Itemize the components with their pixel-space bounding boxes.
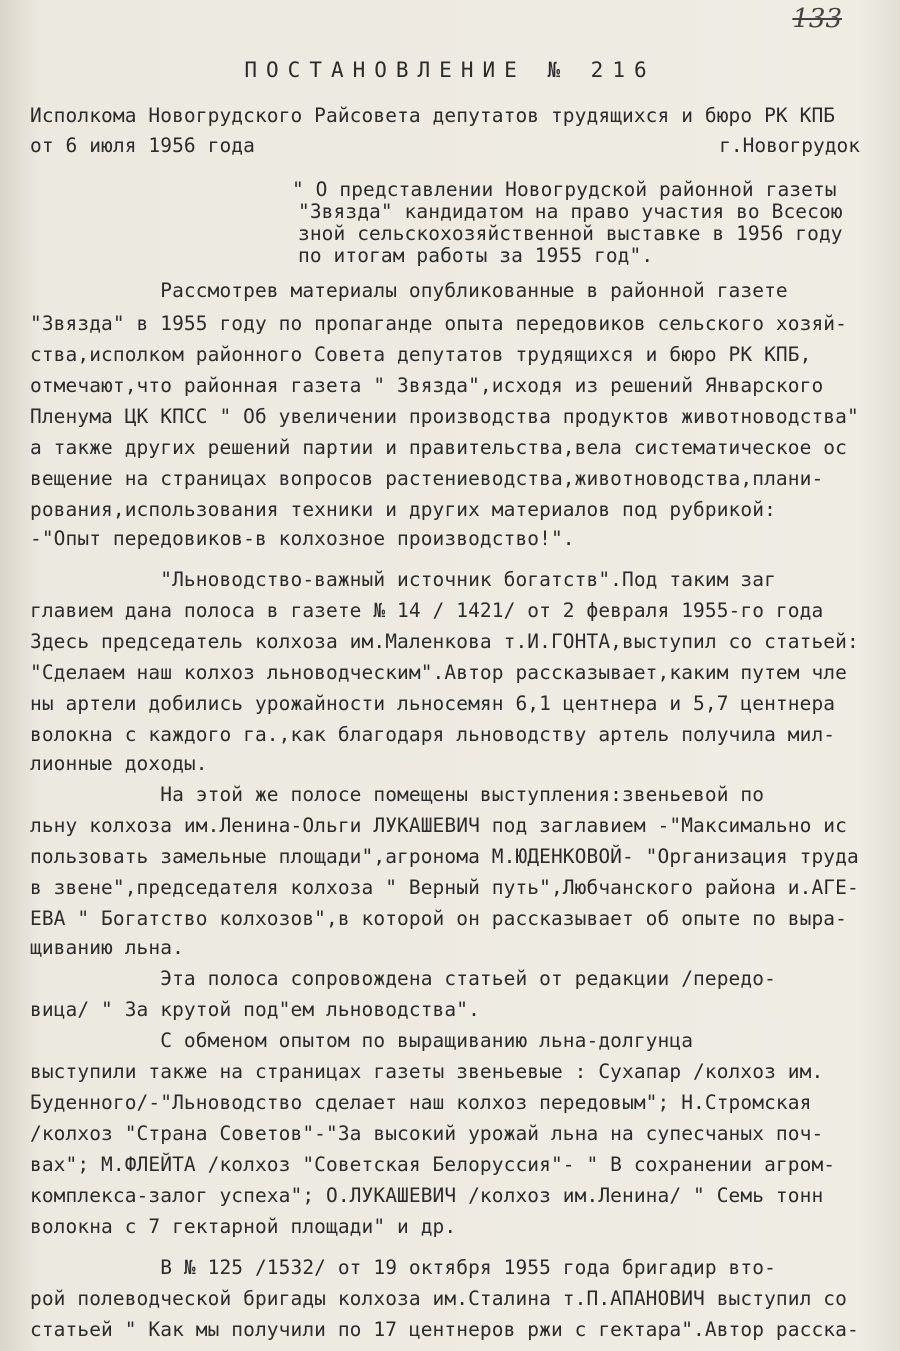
page-number: 133 (792, 4, 842, 34)
body-line: /колхоз "Страна Советов"-"За высокий урожай льна на супесчаных поч- (30, 1122, 824, 1145)
body-line: волокна с каждого га.,как благодаря льноводству артель получила мил- (30, 723, 836, 746)
body-line: "Звязда" в 1955 году по пропаганде опыта передовиков сельского хозяй- (30, 312, 847, 335)
body-line: главием дана полоса в газете № 14 / 1421/ от 2 февраля 1955-го года (30, 599, 824, 622)
body-line: статьей " Как мы получили по 17 центнеров ржи с гектара".Автор расска- (30, 1318, 859, 1341)
document-place: г.Новогрудок (719, 134, 860, 157)
body-line: вещение на страницах вопросов растениеводства,животноводства,плани- (30, 467, 824, 490)
body-line: "Льноводство-важный источник богатств".Под таким заг (30, 568, 776, 591)
document-date: от 6 июля 1956 года (30, 134, 255, 157)
header-line: Исполкома Новогрудского Райсовета депутатов трудящихся и бюро РК КПБ (30, 104, 836, 127)
body-line: отмечают,что районная газета " Звязда",исходя из решений Январского (30, 374, 824, 397)
body-line: На этой же полосе помещены выступления:звеньевой по (30, 783, 765, 806)
body-line: В № 125 /1532/ от 19 октября 1955 года бригадир вто- (30, 1256, 776, 1279)
body-line: выступили также на страницах газеты звеньевые : Сухапар /колхоз им. (30, 1060, 824, 1083)
body-line: Здесь председатель колхоза им.Маленкова т.И.ГОНТА,выступил со статьей: (30, 630, 859, 653)
body-line: лионные доходы. (30, 752, 208, 775)
body-line: Эта полоса сопровождена статьей от редакции /передо- (30, 967, 776, 990)
body-line: в звене",председателя колхоза " Верный путь",Любчанского района и.АГЕ- (30, 876, 859, 899)
body-line: ны артели добились урожайности льносемян 6,1 центнера и 5,7 центнера (30, 692, 836, 715)
body-line: а также других решений партии и правительства,вела систематическое ос (30, 436, 847, 459)
body-line: Буденного/-"Льноводство сделает наш колхоз передовым"; Н.Стромская (30, 1091, 812, 1114)
body-line: рой полеводческой бригады колхоза им.Сталина т.П.АПАНОВИЧ выступил со (30, 1287, 847, 1310)
subject-line: "Звязда" кандидатом на право участия во Всесою (298, 200, 843, 223)
body-line: рования,использования техники и других материалов под рубрикой: (30, 498, 776, 521)
body-line: ЕВА " Богатство колхозов",в которой он рассказывает об опыте по выра- (30, 907, 847, 930)
body-line: пользовать замельные площади",агронома М.ЮДЕНКОВОЙ- "Организация труда (30, 845, 859, 868)
body-line: Пленума ЦК КПСС " Об увеличении производства продуктов животноводства" (30, 405, 859, 428)
document-title: ПОСТАНОВЛЕНИЕ № 216 (244, 58, 656, 82)
body-line: Рассмотрев материалы опубликованные в районной газете (30, 279, 788, 302)
subject-line: " О представлении Новогрудской районной газеты (292, 178, 837, 201)
body-line: комплекса-залог успеха"; О.ЛУКАШЕВИЧ /колхоз им.Ленина/ " Семь тонн (30, 1184, 824, 1207)
body-line: щиванию льна. (30, 936, 184, 959)
body-line: вах"; М.ФЛЕЙТА /колхоз "Советская Белоруссия"- " В сохранении агром- (30, 1153, 836, 1176)
subject-line: зной сельскохозяйственной выставке в 1956 году (298, 222, 843, 245)
subject-line: по итогам работы за 1955 год". (298, 244, 654, 267)
body-line: С обменом опытом по выращиванию льна-долгунца (30, 1029, 694, 1052)
body-line: вица/ " За крутой под"ем льноводства". (30, 998, 480, 1021)
body-line: ства,исполком районного Совета депутатов трудящихся и бюро РК КПБ, (30, 343, 812, 366)
body-line: "Сделаем наш колхоз льноводческим".Автор рассказывает,каким путем чле (30, 661, 847, 684)
body-line: льну колхоза им.Ленина-Ольги ЛУКАШЕВИЧ под заглавием -"Максимально ис (30, 814, 847, 837)
body-line: волокна с 7 гектарной площади" и др. (30, 1215, 457, 1238)
body-line: -"Опыт передовиков-в колхозное производство!". (30, 527, 575, 550)
